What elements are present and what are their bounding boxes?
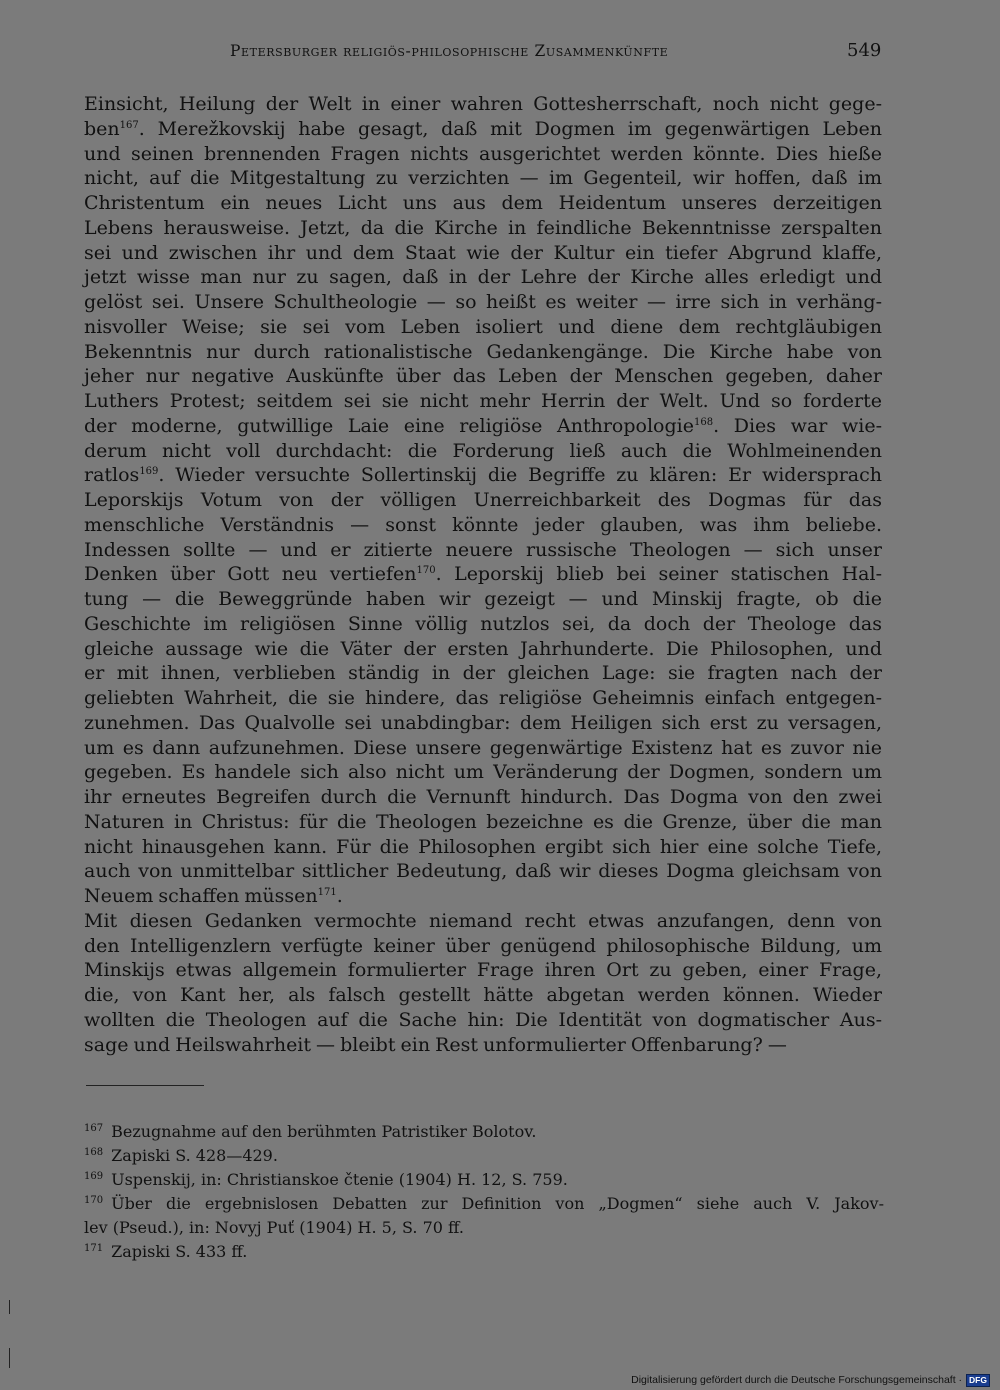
line-text: Luthers Protest; seitdem sei sie nicht mehr Herrin der Welt. Und so forderte: [84, 390, 882, 412]
line-text: gleiche aussage wie die Väter der ersten Jahrhunderte. Die Philosophen, und: [84, 637, 882, 660]
text-line: [84, 389, 882, 414]
text-line: [84, 612, 882, 637]
line-text: gegeben. Es handele sich also nicht um Veränderung der Dogmen, sondern um: [84, 761, 882, 784]
footnote-number: 170: [84, 1195, 104, 1206]
text-line: [84, 661, 882, 686]
text-line: [84, 513, 882, 538]
line-text: ratlos: [84, 464, 140, 487]
text-line: [84, 142, 882, 167]
text-line: [84, 983, 882, 1008]
line-text: Mit diesen Gedanken vermochte niemand recht etwas anzufangen, denn von: [84, 909, 882, 932]
line-text: gelöst sei. Unsere Schultheologie — so heißt es weiter — irre sich in verhäng-: [84, 291, 882, 313]
line-text: menschliche Verständnis — sonst könnte jeder glauben, was ihm beliebe.: [84, 513, 882, 536]
footnote-text: Bezugnahme auf den berühmten Patristiker Bolotov.: [111, 1122, 537, 1141]
line-text: nisvoller Weise; sie sei vom Leben isoliert und diene dem rechtgläubigen: [84, 315, 882, 338]
line-text: geliebten Wahrheit, die sie hindere, das religiöse Geheimnis einfach entgegen-: [84, 687, 882, 709]
line-text: zunehmen. Das Qualvolle sei unabdingbar: dem Heiligen sich erst zu versagen,: [84, 711, 882, 734]
line-text-tail: . Leporskij blieb bei seiner statischen Hal-: [435, 563, 882, 586]
text-line: [84, 488, 882, 513]
line-text: derum nicht voll durchdacht: die Forderung ließ auch die Wohlmeinenden: [84, 439, 882, 462]
line-text: um es dann aufzunehmen. Diese unsere gegenwärtige Existenz hat es zuvor nie: [84, 736, 882, 759]
line-text: Naturen in Christus: für die Theologen bezeichne es die Grenze, über die man: [84, 810, 882, 833]
margin-mark: [9, 1348, 10, 1368]
digitization-credit: [631, 1373, 990, 1387]
line-text-tail: .: [336, 885, 343, 907]
footnote-number: 169: [84, 1171, 104, 1182]
body-text: [84, 92, 882, 1057]
page-number: 549: [847, 40, 882, 61]
text-line: [84, 216, 882, 241]
text-line: [84, 463, 882, 488]
line-text: jetzt wisse man nur zu sagen, daß in der Lehre der Kirche alles erledigt und: [84, 266, 882, 289]
text-line: [84, 191, 882, 216]
line-text: auch von unmittelbar sittlicher Bedeutung, daß wir dieses Dogma gleichsam von: [84, 860, 882, 883]
footnote-reference: 167: [119, 119, 139, 131]
text-line: [84, 1033, 882, 1058]
footnote-reference: 170: [416, 565, 436, 577]
text-line: [84, 934, 882, 959]
text-line: [84, 414, 882, 439]
line-text: Einsicht, Heilung der Welt in einer wahren Gottesherrschaft, noch nicht gege-: [84, 93, 882, 115]
footnote-reference: 169: [139, 466, 159, 478]
text-line: [84, 92, 882, 117]
text-line: [84, 909, 882, 934]
line-text: er mit ihnen, verblieben ständig in der gleichen Lage: sie fragten nach der: [84, 662, 882, 685]
text-line: [84, 810, 882, 835]
text-line: [84, 439, 882, 464]
text-line: [84, 562, 882, 587]
line-text: sage und Heilswahrheit — bleibt ein Rest unformulierter Offenbarung? —: [84, 1033, 787, 1056]
footnote-reference: 171: [317, 887, 337, 898]
line-text: Christentum ein neues Licht uns aus dem Heidentum unseres derzeitigen: [84, 192, 882, 214]
text-line: [84, 315, 882, 340]
text-line: [84, 265, 882, 290]
running-head: Petersburger religiös-philosophische Zusammenkünfte: [230, 42, 669, 60]
footnote-text: Zapiski S. 428—429.: [111, 1146, 278, 1165]
line-text: nicht, auf die Mitgestaltung zu verzichten — im Gegenteil, wir hoffen, daß im: [84, 167, 882, 190]
footnote-number: 167: [84, 1123, 104, 1134]
dfg-logo-icon: DFG: [966, 1374, 990, 1387]
text-line: [84, 117, 882, 142]
line-text: wollten die Theologen auf die Sache hin: Die Identität von dogmatischer Aus-: [84, 1008, 882, 1031]
credit-text: Digitalisierung gefördert durch die Deutsche Forschungsgemeinschaft ·: [631, 1374, 963, 1386]
footnote: [84, 1120, 884, 1144]
footnote-text: Uspenskij, in: Christianskoe čtenie (1904) H. 12, S. 759.: [111, 1170, 568, 1189]
text-line: [84, 859, 882, 884]
line-text: Neuem schaffen müssen: [84, 885, 318, 907]
footnote-number: 168: [84, 1147, 104, 1158]
footnote-continuation: lev (Pseud.), in: Novyj Puť (1904) H. 5, S. 70 ff.: [84, 1218, 464, 1237]
footnote: [84, 1168, 884, 1192]
line-text: sei und zwischen ihr und dem Staat wie der Kultur ein tiefer Abgrund klaffe,: [84, 241, 882, 264]
text-line: [84, 785, 882, 810]
line-text: ihr erneutes Begreifen durch die Vernunft hindurch. Das Dogma von den zwei: [84, 786, 882, 808]
footnote-text: Über die ergebnislosen Debatten zur Definition von „Dogmen“ siehe auch V. Jakov-: [111, 1194, 884, 1213]
line-text: Leporskijs Votum von der völligen Unerreichbarkeit des Dogmas für das: [84, 489, 882, 511]
line-text-tail: . Merežkovskij habe gesagt, daß mit Dogmen im gegenwärtigen Leben: [138, 117, 882, 140]
footnotes: [84, 1120, 884, 1264]
footnote-separator: [86, 1085, 204, 1086]
text-line: [84, 736, 882, 761]
line-text: Denken über Gott neu vertiefen: [84, 563, 417, 586]
footnote: [84, 1144, 884, 1168]
text-line: [84, 538, 882, 563]
line-text: Lebens herausweise. Jetzt, da die Kirche in feindliche Bekenntnisse zerspalten: [84, 216, 882, 239]
line-text: der moderne, gutwillige Laie eine religiöse Anthropologie: [84, 414, 694, 437]
footnote-text: Zapiski S. 433 ff.: [111, 1242, 248, 1261]
line-text: Minskijs etwas allgemein formulierter Frage ihren Ort zu geben, einer Frage,: [84, 959, 882, 982]
line-text: Indessen sollte — und er zitierte neuere russische Theologen — sich unser: [84, 538, 882, 561]
footnote: [84, 1240, 884, 1264]
text-line: [84, 760, 882, 785]
line-text-tail: . Dies war wie-: [713, 414, 882, 437]
text-line: [84, 1008, 882, 1033]
line-text: Bekenntnis nur durch rationalistische Gedankengänge. Die Kirche habe von: [84, 340, 882, 363]
text-line: [84, 711, 882, 736]
text-line: [84, 364, 882, 389]
text-line: [84, 884, 882, 909]
footnote-reference: 168: [693, 416, 714, 428]
text-line: [84, 835, 882, 860]
line-text: ben: [84, 117, 120, 140]
footnote: [84, 1192, 884, 1216]
text-line: [84, 587, 882, 612]
text-line: [84, 241, 882, 266]
text-line: [84, 686, 882, 711]
line-text-tail: . Wieder versuchte Sollertinskij die Begriffe zu klären: Er widersprach: [158, 464, 882, 487]
line-text: jeher nur negative Auskünfte über das Leben der Menschen gegeben, daher: [84, 365, 882, 388]
line-text: die, von Kant her, als falsch gestellt hätte abgetan werden können. Wieder: [84, 984, 882, 1006]
margin-mark: [9, 1300, 10, 1314]
text-line: [84, 340, 882, 365]
text-line: [84, 166, 882, 191]
text-line: [84, 637, 882, 662]
line-text: Geschichte im religiösen Sinne völlig nutzlos sei, da doch der Theologe das: [84, 612, 882, 635]
line-text: den Intelligenzlern verfügte keiner über genügend philosophische Bildung, um: [84, 934, 882, 957]
footnote-number: 171: [84, 1243, 104, 1254]
text-line: [84, 958, 882, 983]
line-text: tung — die Beweggründe haben wir gezeigt — und Minskij fragte, ob die: [84, 588, 882, 610]
line-text: und seinen brennenden Fragen nichts ausgerichtet werden könnte. Dies hieße: [84, 142, 882, 165]
text-line: [84, 290, 882, 315]
line-text: nicht hinausgehen kann. Für die Philosophen ergibt sich hier eine solche Tiefe,: [84, 835, 882, 858]
